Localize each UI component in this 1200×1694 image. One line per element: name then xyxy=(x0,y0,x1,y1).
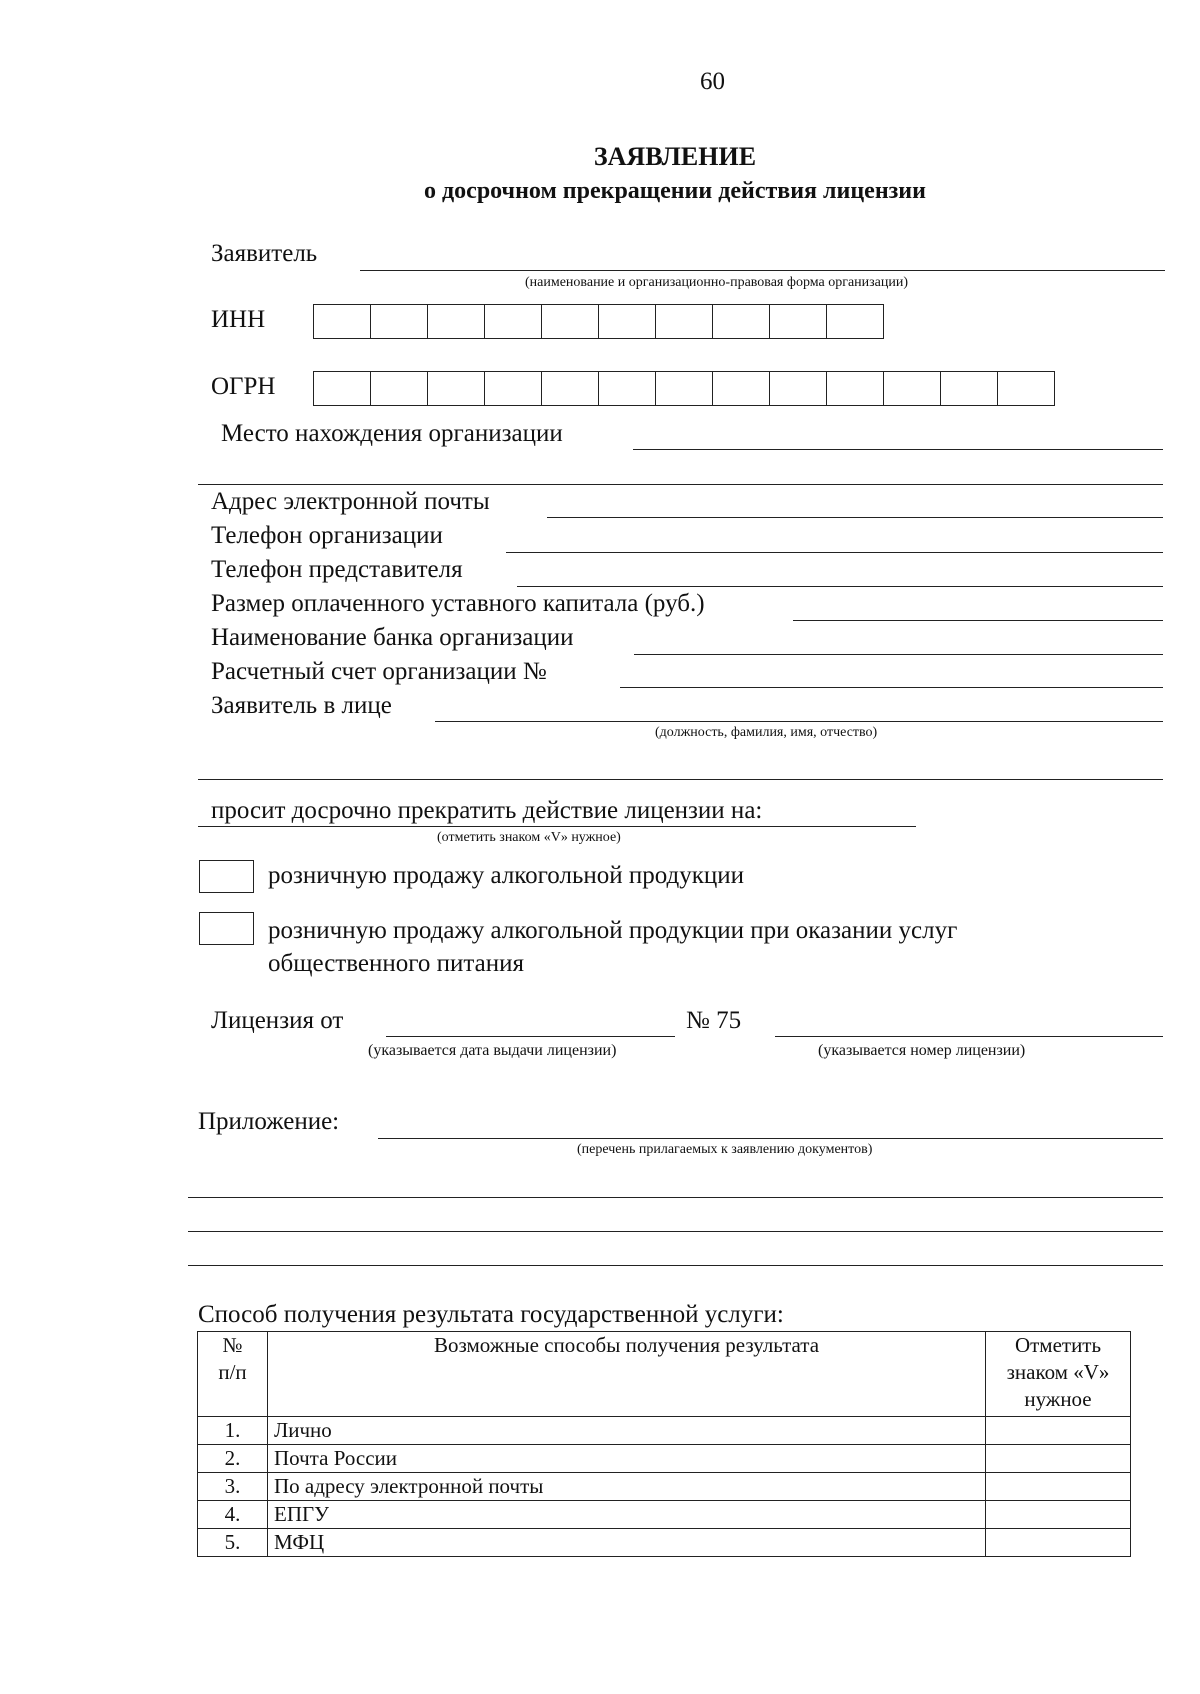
row-method: ЕПГУ xyxy=(268,1501,986,1529)
capital-field[interactable] xyxy=(793,620,1163,621)
row-mark-cell[interactable] xyxy=(986,1529,1131,1557)
option-2-label-line2: общественного питания xyxy=(268,950,524,977)
table-row xyxy=(198,1501,1131,1529)
inn-cells[interactable] xyxy=(313,304,884,339)
location-field-line2[interactable] xyxy=(198,484,1163,485)
table-row xyxy=(198,1529,1131,1557)
license-date-caption: (указывается дата выдачи лицензии) xyxy=(368,1042,617,1059)
rep-phone-field[interactable] xyxy=(517,586,1163,587)
header-num: № п/п xyxy=(198,1332,268,1417)
account-field[interactable] xyxy=(620,687,1163,688)
applicant-caption: (наименование и организационно-правовая форма организации) xyxy=(525,275,909,290)
person-field-line2[interactable] xyxy=(198,779,1163,780)
document-title: ЗАЯВЛЕНИЕ xyxy=(593,142,757,171)
attachment-caption: (перечень прилагаемых к заявлению документов) xyxy=(577,1142,873,1157)
method-table xyxy=(197,1331,1131,1557)
capital-label: Размер оплаченного уставного капитала (руб.) xyxy=(211,590,705,617)
org-phone-field[interactable] xyxy=(506,552,1163,553)
row-mark-cell[interactable] xyxy=(986,1501,1131,1529)
license-label: Лицензия от xyxy=(211,1007,344,1034)
row-num: 5. xyxy=(198,1529,268,1557)
bank-label: Наименование банка организации xyxy=(211,624,574,651)
license-number-caption: (указывается номер лицензии) xyxy=(818,1042,1026,1059)
email-field[interactable] xyxy=(547,517,1163,518)
row-num: 2. xyxy=(198,1445,268,1473)
header-method: Возможные способы получения результата xyxy=(268,1332,986,1417)
account-label: Расчетный счет организации № xyxy=(211,658,547,685)
request-underline xyxy=(198,826,916,827)
location-label: Место нахождения организации xyxy=(221,420,563,447)
header-mark: Отметить знаком «V» нужное xyxy=(986,1332,1131,1417)
option-1-label: розничную продажу алкогольной продукции xyxy=(268,862,745,889)
row-mark-cell[interactable] xyxy=(986,1473,1131,1501)
table-row xyxy=(198,1445,1131,1473)
option-1-checkbox[interactable] xyxy=(199,860,254,893)
location-field[interactable] xyxy=(633,449,1163,450)
attachment-line4[interactable] xyxy=(188,1265,1163,1266)
row-num: 1. xyxy=(198,1417,268,1445)
inn-label: ИНН xyxy=(211,306,266,333)
request-text: просит досрочно прекратить действие лицензии на: xyxy=(211,797,763,824)
attachment-label: Приложение: xyxy=(198,1108,340,1135)
license-number-label: № 75 xyxy=(686,1007,742,1034)
email-label: Адрес электронной почты xyxy=(211,488,490,515)
row-method: МФЦ xyxy=(268,1529,986,1557)
table-row xyxy=(198,1417,1131,1445)
method-heading: Способ получения результата государственной услуги: xyxy=(198,1301,784,1328)
row-num: 4. xyxy=(198,1501,268,1529)
attachment-line3[interactable] xyxy=(188,1231,1163,1232)
applicant-label: Заявитель xyxy=(211,240,318,267)
org-phone-label: Телефон организации xyxy=(211,522,443,549)
person-label: Заявитель в лице xyxy=(211,692,392,719)
row-num: 3. xyxy=(198,1473,268,1501)
license-number-field[interactable] xyxy=(775,1036,1163,1037)
table-header-row xyxy=(198,1332,1131,1417)
person-caption: (должность, фамилия, имя, отчество) xyxy=(655,725,878,740)
license-date-field[interactable] xyxy=(386,1036,675,1037)
row-mark-cell[interactable] xyxy=(986,1445,1131,1473)
request-caption: (отметить знаком «V» нужное) xyxy=(437,830,621,845)
row-mark-cell[interactable] xyxy=(986,1417,1131,1445)
row-method: Лично xyxy=(268,1417,986,1445)
table-row xyxy=(198,1473,1131,1501)
row-method: По адресу электронной почты xyxy=(268,1473,986,1501)
ogrn-label: ОГРН xyxy=(211,373,276,400)
applicant-field[interactable] xyxy=(360,270,1165,271)
bank-field[interactable] xyxy=(634,654,1163,655)
ogrn-cells[interactable] xyxy=(313,371,1055,406)
page-number: 60 xyxy=(700,68,725,95)
row-method: Почта России xyxy=(268,1445,986,1473)
attachment-field[interactable] xyxy=(378,1138,1163,1139)
attachment-line2[interactable] xyxy=(188,1197,1163,1198)
option-2-label-line1: розничную продажу алкогольной продукции при оказании услуг xyxy=(268,917,958,944)
person-field[interactable] xyxy=(435,721,1163,722)
rep-phone-label: Телефон представителя xyxy=(211,556,463,583)
document-subtitle: о досрочном прекращении действия лицензии xyxy=(424,178,926,204)
option-2-checkbox[interactable] xyxy=(199,912,254,945)
